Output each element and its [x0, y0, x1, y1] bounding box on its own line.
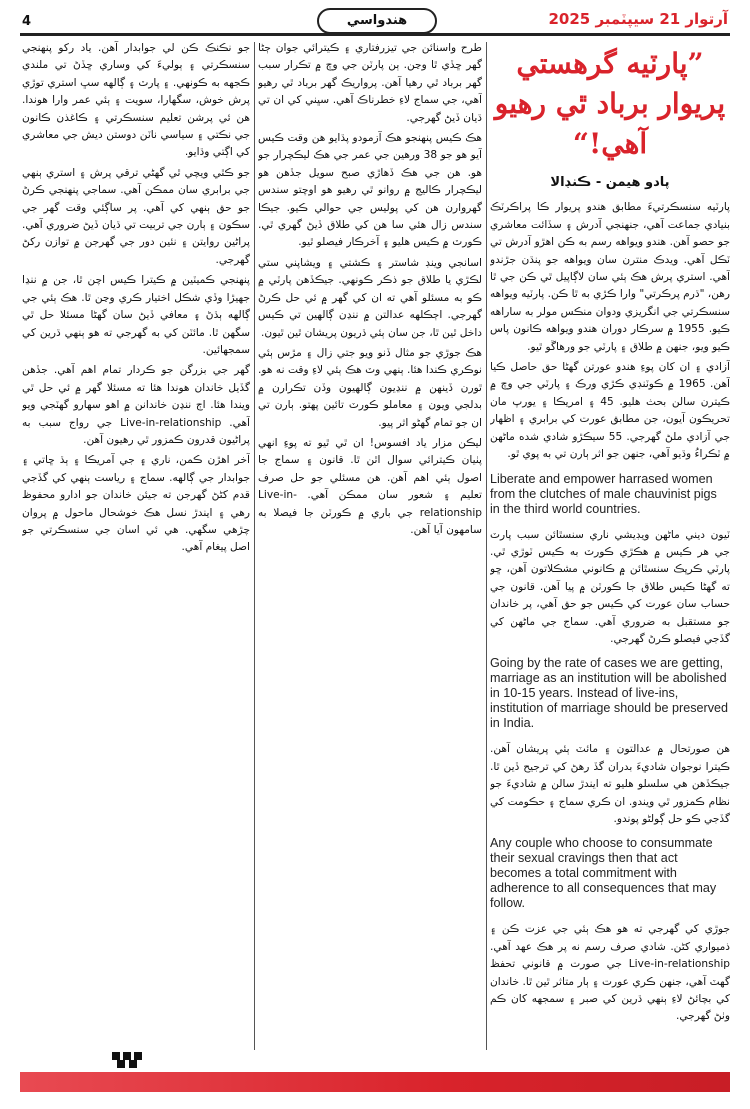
paragraph: جو نڪنڪ ڪن لي جوابدار آهن. ياد رکو پنهنجي سنسڪرتي ۽ ٻوليءَ کي وساري ڇڏڻ تي ملندي ڪجهه به ڪونهي. ۽ پارٽ ۽ ڳالهه سڀ استري توڙي پرش خوش، سگهارا، سويت ۽ ٻئي عمر وارا هوندا. هن ئي پرشن تعليم سنسڪرتي ۽ ڪاغذن ڪانون جي نڪتي ۽ سياسي ناٽن دوستن ديش جي معاشري کي اڳتي وڌايو.	[22, 42, 250, 159]
column-middle	[258, 40, 482, 1050]
masthead-logo: هندواسي	[317, 8, 437, 34]
paragraph: ليڪن مزار ياد افسوس! ان ٿي ٿيو ته پوءِ انهي پٺيان ڪيترائي سوال اٿن ٿا. قانون ۽ سماج جا اصول ٻئي اهم آهن. هن مسئلي جو حل صرف تعليم ۽ شعور سان ممڪن آهي. Live-in-relationship جي باري ۾ ڪورٽن جا فيصلا به سامهون آيا آهن.	[258, 436, 482, 536]
paragraph: هن صورتحال ۾ عدالتون ۽ مائٽ ٻئي پريشان آهن. ڪيترا نوجوان شاديءَ بدران گڏ رهڻ کي ترجيح ڏين ٿا. جيڪڏهن هي سلسلو هليو ته ايندڙ سالن ۾ شاديءَ جو نظام ڪمزور ٿي ويندو. ان ڪري سماج ۽ حڪومت کي گڏجي ڪو حل ڳولڻو پوندو.	[490, 743, 730, 825]
paragraph: پارٽيه سنسڪرتيءَ مطابق هندو پريوار ڪا پراڪرٽڪ بنيادي جماعت آهي، جنهنجي آدرش ۽ سڏائت معاشري جو حصو آهن. هندو ويواهه رسم به ڪن اهڙو آدرش تي ٽڪل آهي. ويدڪ منترن سان ويواهه جو پنڌن جڙندو آهي. استري پرش هڪ ٻئي سان لاڳاپيل ٿي ڪن جي ٿا رهن، "ڌرم پرڪرتي" وارا ڪڙي به ٿا ڪن. پارٽيه ويواهه سنسڪرتي جي انگريزي ودوان منڪس مولر به ساراهه ڪيو. 1955 ۾ سرڪار دوران هندو ويواهه ڪانون پاس ڪيو ويو، جنهن ۾ طلاق ۽ پارٽي جو ورهاڱو ٿيو.	[490, 201, 730, 353]
column-left	[22, 40, 250, 1050]
column-right	[490, 40, 730, 1050]
header-rule	[20, 33, 730, 36]
pullquote-english: Going by the rate of cases we are getting, marriage as an institution will be abolished in 10-15 years. Instead of live-ins, institution of marriage should be preserved in India.	[490, 656, 729, 731]
paragraph: جوڙي کي گهرجي ته هو هڪ ٻئي جي عزت ڪن ۽ ذميواري کڻن. شادي صرف رسم نه پر هڪ عهد آهي. Live-in-relationship جي صورت ۾ قانوني تحفظ گهٽ آهي، جنهن ڪري عورت ۽ ٻار متاثر ٿين ٿا. خاندان کي بچائڻ لاءِ ٻنهي ڌرين کي صبر ۽ سمجهه کان ڪم وٺڻ گهرجي.	[490, 923, 730, 1023]
issue-date: آرتوار 21 سيپٽمبر 2025	[548, 10, 728, 28]
paragraph: هڪ جوڙي جو مثال ڏنو ويو جتي زال ۽ مڙس ٻئي نوڪري ڪندا هئا. ٻنهي وٽ هڪ ٻئي لاءِ وقت نه هو. ٿورن ڏينهن ۾ ننڍيون ڳالهيون وڏن تڪرارن ۾ بدلجي ويون ۽ معاملو ڪورٽ تائين پهتو. ٻارن تي ان جو تمام گهڻو اثر پيو.	[258, 346, 482, 429]
page-header	[0, 0, 750, 40]
paragraph: ٽيون ديني ماڻهن ويڊيشي ناري سنسٿائن سبب پارٽ جي هر ڪيس ۾ هڪڙي ڪورٽ به ڪيس ٽوڙي ٿي. پارٽي ڪرپڪ سنسٿائن ۾ ڪانوني مشڪلاتون آهن، ڇو ته گهڻا ڪيس طلاق جا ڪورٽن ۾ پيا آهن. قانون جي حساب سان عورت کي ڪيس جو حق آهي، پر خاندان جو مستقبل به ضروري آهي. سماج جي ماڻهن کي گڏجي فيصلو ڪرڻ گهرجي.	[490, 528, 730, 645]
pullquote-english: Liberate and empower harrased women from the clutches of male chauvinist pigs in the third world countries.	[490, 471, 717, 516]
paragraph: آزادي ۽ ان کان پوءِ هندو عورتن گهڻا حق حاصل ڪيا آهن. 1965 ۾ ڪوٽنڊي ڪڙي ورڪ ۽ پارٽي جي وچ ۾ ڪيترن سالن بحث هليو. 45 ۽ امريڪا ۽ يورپ مان تحريڪون آيون، جن مطابق عورت کي برابري ۽ اظهار جي آزادي ملڻ گهرجي. 55 سيڪڙو شادي شده ماڻهن ۾ ٽڪراءُ وڌيو آهي، جنهن جو اثر ٻارن تي به پوي ٿو.	[490, 361, 730, 461]
paragraph: آخر اهڙن ڪمن، ناري ۽ جي آمريڪا ۽ ٻڌ ڇاتي ۽ جوابدار جي ڳالهه. سماج ۽ رياست ٻنهي کي گڏجي قدم کڻڻ گهرجن ته جيئن خاندان جو ادارو محفوظ رهي ۽ ايندڙ نسل هڪ خوشحال ماحول ۾ پروان چڙهي سگهي. هي ئي اسان جي سنسڪرتي جو اصل پيغام آهي.	[22, 454, 250, 554]
footer-bar	[20, 1072, 730, 1092]
paragraph: طرح واسنائن جي تيزرفتاري ۽ ڪيترائي جوان ڄڻا گهر ڇڏي ٿا وڃن. ٻن پارٽن جي وچ ۾ تڪرار سبب گهر برباد ٿي رهيا آهن. پرواريڪ گهر برباد ٿي رهيو آهي، جي سماج لاءِ خطرناڪ آهي. سڀني کي ان تي ڌيان ڏيڻ گهرجي.	[258, 42, 482, 124]
end-mark-icon	[112, 1052, 142, 1068]
paragraph: گهر جي بزرگن جو ڪردار تمام اهم آهي. جڏهن گڏيل خاندان هوندا هئا ته مسئلا گهر ۾ ئي حل ٿي ويندا هئا. اڄ ننڍن خاندانن ۾ اهو سهارو گهٽجي ويو آهي. Live-in-relationship جي رواج سبب به پراڻيون قدرون ڪمزور ٿي رهيون آهن.	[22, 364, 250, 446]
article-headline: ”پارٽيه گرهستي پريوار برباد ٿي رهيو آهي!“	[494, 47, 726, 160]
paragraph: اسانجي وينڊ شاستر ۽ ڪشتي ۽ ويشاپني ستي لڪڙي يا طلاق جو ذڪر ڪونهي. جيڪڏهن پارٽي ۾ ڪو به مسئلو آهي ته ان کي گهر ۾ ئي حل ڪرڻ گهرجي. اڄڪلهه عدالتن ۾ ننڍن ڳالهين تي ڪيس داخل ٿين ٿا، جن سان ٻئي ڌريون پريشان ٿين ٿيون.	[258, 256, 482, 339]
article-byline: پادو هيمن - ڪنڊالا	[550, 175, 670, 190]
pullquote-english: Any couple who choose to consummate their sexual cravings then that act becomes a total commitment with adherence to all consequences that may follow.	[490, 836, 717, 911]
column-divider	[254, 42, 255, 1050]
paragraph: جو ڪٿي ويچي ٿي گهڻي ترقي پرش ۽ استري ٻنهي جي برابري سان ممڪن آهي. سماجي پنهنجي ڪرڻ جو حق ٻنهي کي آهي. پر ساڳئي وقت گهر جي سڪون ۽ ٻارن جي تربيت تي ڌيان ڏيڻ ضروري آهي. پراڻين روايتن ۽ نئين دور جي گهرجن ۾ توازن رکڻ گهرجي.	[22, 166, 250, 266]
page-number: 4	[22, 14, 32, 29]
column-divider	[486, 42, 487, 1050]
paragraph: پنهنجي ڪميٽين ۾ ڪيترا ڪيس اچن ٿا، جن ۾ ننڍا جهيڙا وڏي شڪل اختيار ڪري وڃن ٿا. هڪ ٻئي جي ڳالهه ٻڌڻ ۽ معافي ڏيڻ سان گهڻا مسئلا حل ٿي سگهن ٿا. مائٽن کي به گهرجي ته هو ٻنهي ڌرين کي سمجهائين.	[22, 274, 250, 356]
paragraph: هڪ ڪيس پنهنجو هڪ آزمودو پڌايو هن وقت ڪيس آيو هو جو 38 ورهين جي عمر جي هڪ ليڪچرار جو هو. هن جي هڪ ڏهاڙي صبح سويل جڏهن هو ليڪچرار ڪاليج ۾ روانو ٿي رهيو هو اوچتو سندس گهروارن هن کي پوليس جي حوالي ڪيو. جيڪا سندس زال هئي سا هن کي طلاق ڏيڻ گهري ٿي. ڪورٽ ۾ ڪيس هليو ۽ آخرڪار فيصلو ٿيو.	[258, 132, 482, 249]
